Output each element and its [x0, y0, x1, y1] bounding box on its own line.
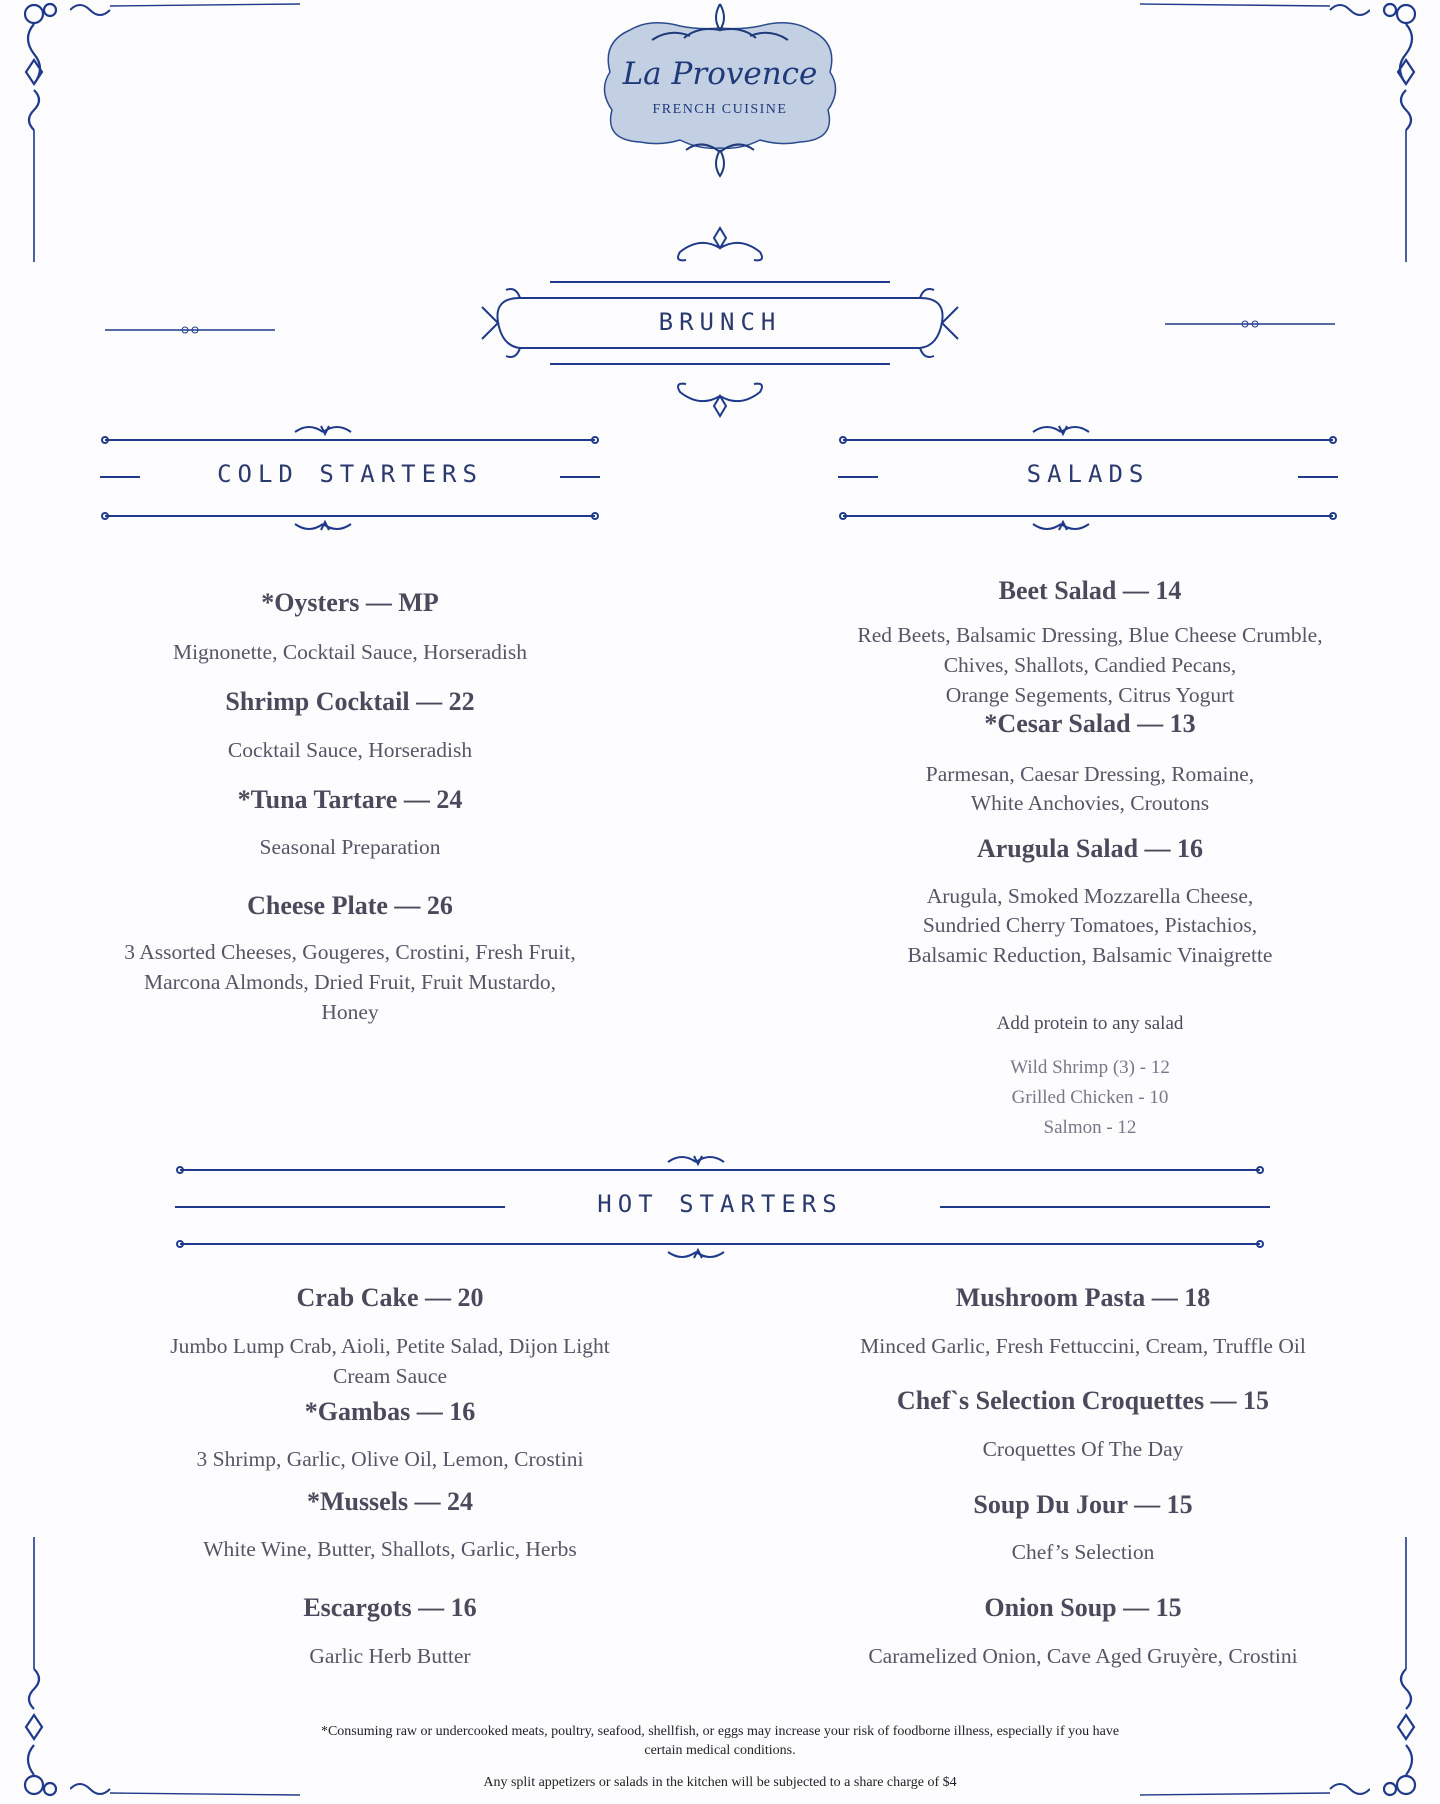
menu-item-title: *Tuna Tartare — 24 [237, 785, 463, 814]
hot-starters-right-list [793, 0, 1373, 1799]
menu-item-title: *Cesar Salad — 13 [984, 709, 1196, 738]
menu-item-desc: Orange Segements, Citrus Yogurt [945, 683, 1235, 707]
menu-item-title: Shrimp Cocktail — 22 [225, 687, 475, 716]
menu-item-desc: Croquettes Of The Day [982, 1437, 1184, 1461]
hot-starters-left-list [100, 0, 680, 1799]
menu-item-desc: Sundried Cherry Tomatoes, Pistachios, [922, 913, 1258, 937]
protein-addon-item: Grilled Chicken - 10 [1011, 1087, 1169, 1108]
menu-item-title: Crab Cake — 20 [296, 1283, 484, 1312]
menu-item-desc: Parmesan, Caesar Dressing, Romaine, [925, 762, 1255, 786]
menu-item-title: *Gambas — 16 [304, 1397, 476, 1426]
menu-item-desc: Garlic Herb Butter [309, 1644, 471, 1668]
menu-item-desc: Marcona Almonds, Dried Fruit, Fruit Mustardo, [143, 970, 557, 994]
menu-item-desc: 3 Assorted Cheeses, Gougeres, Crostini, Fresh Fruit, [124, 940, 576, 964]
menu-item-desc: Chef’s Selection [1011, 1540, 1155, 1564]
menu-item-desc: Balsamic Reduction, Balsamic Vinaigrette [907, 943, 1273, 967]
menu-item-desc: Honey [321, 1000, 379, 1024]
menu-item-title: *Mussels — 24 [306, 1487, 474, 1516]
menu-item-desc: White Anchovies, Croutons [970, 791, 1210, 815]
warning-line: *Consuming raw or undercooked meats, poultry, seafood, shellfish, or eggs may increase your risk of foodborne illness, especially if you have [320, 1724, 1120, 1739]
protein-addon-title: Add protein to any salad [996, 1013, 1184, 1034]
menu-item-title: *Oysters — MP [261, 588, 439, 617]
menu-item-desc: Caramelized Onion, Cave Aged Gruyère, Crostini [868, 1644, 1298, 1668]
hot-starters-heading: HOT STARTERS [597, 1190, 843, 1218]
salads-heading: SALADS [1026, 460, 1150, 488]
menu-item-title: Onion Soup — 15 [984, 1593, 1182, 1622]
logo-subtitle: FRENCH CUISINE [652, 102, 788, 117]
menu-item-desc: Cream Sauce [332, 1364, 448, 1388]
menu-item-desc: Seasonal Preparation [259, 835, 441, 859]
menu-item-title: Escargots — 16 [303, 1593, 477, 1622]
share-charge-note: Any split appetizers or salads in the kitchen will be subjected to a share charge of $4 [483, 1775, 957, 1790]
warning-line: certain medical conditions. [644, 1743, 796, 1758]
menu-item-desc: Mignonette, Cocktail Sauce, Horseradish [172, 640, 528, 664]
menu-item-desc: Chives, Shallots, Candied Pecans, [943, 653, 1237, 677]
menu-item-desc: Minced Garlic, Fresh Fettuccini, Cream, Truffle Oil [860, 1334, 1306, 1358]
menu-item-title: Arugula Salad — 16 [976, 834, 1204, 863]
menu-item-desc: 3 Shrimp, Garlic, Olive Oil, Lemon, Crostini [196, 1447, 584, 1471]
cold-starters-heading: COLD STARTERS [217, 460, 483, 488]
menu-item-desc: White Wine, Butter, Shallots, Garlic, Herbs [203, 1537, 577, 1561]
menu-item-desc: Jumbo Lump Crab, Aioli, Petite Salad, Dijon Light [170, 1334, 610, 1358]
protein-addon-item: Wild Shrimp (3) - 12 [1010, 1057, 1170, 1078]
menu-item-desc: Red Beets, Balsamic Dressing, Blue Cheese Crumble, [857, 623, 1323, 647]
menu-item-title: Cheese Plate — 26 [247, 891, 453, 920]
logo-name: La Provence [622, 56, 818, 92]
menu-item-desc: Arugula, Smoked Mozzarella Cheese, [926, 884, 1254, 908]
menu-item-title: Mushroom Pasta — 18 [955, 1283, 1211, 1312]
menu-item-title: Beet Salad — 14 [998, 576, 1182, 605]
menu-item-desc: Cocktail Sauce, Horseradish [227, 738, 473, 762]
protein-addon-item: Salmon - 12 [1043, 1117, 1137, 1138]
brunch-heading: BRUNCH [658, 308, 782, 336]
menu-item-title: Soup Du Jour — 15 [973, 1490, 1193, 1519]
food-safety-warning [250, 1722, 1190, 1760]
menu-item-title: Chef`s Selection Croquettes — 15 [896, 1386, 1270, 1415]
